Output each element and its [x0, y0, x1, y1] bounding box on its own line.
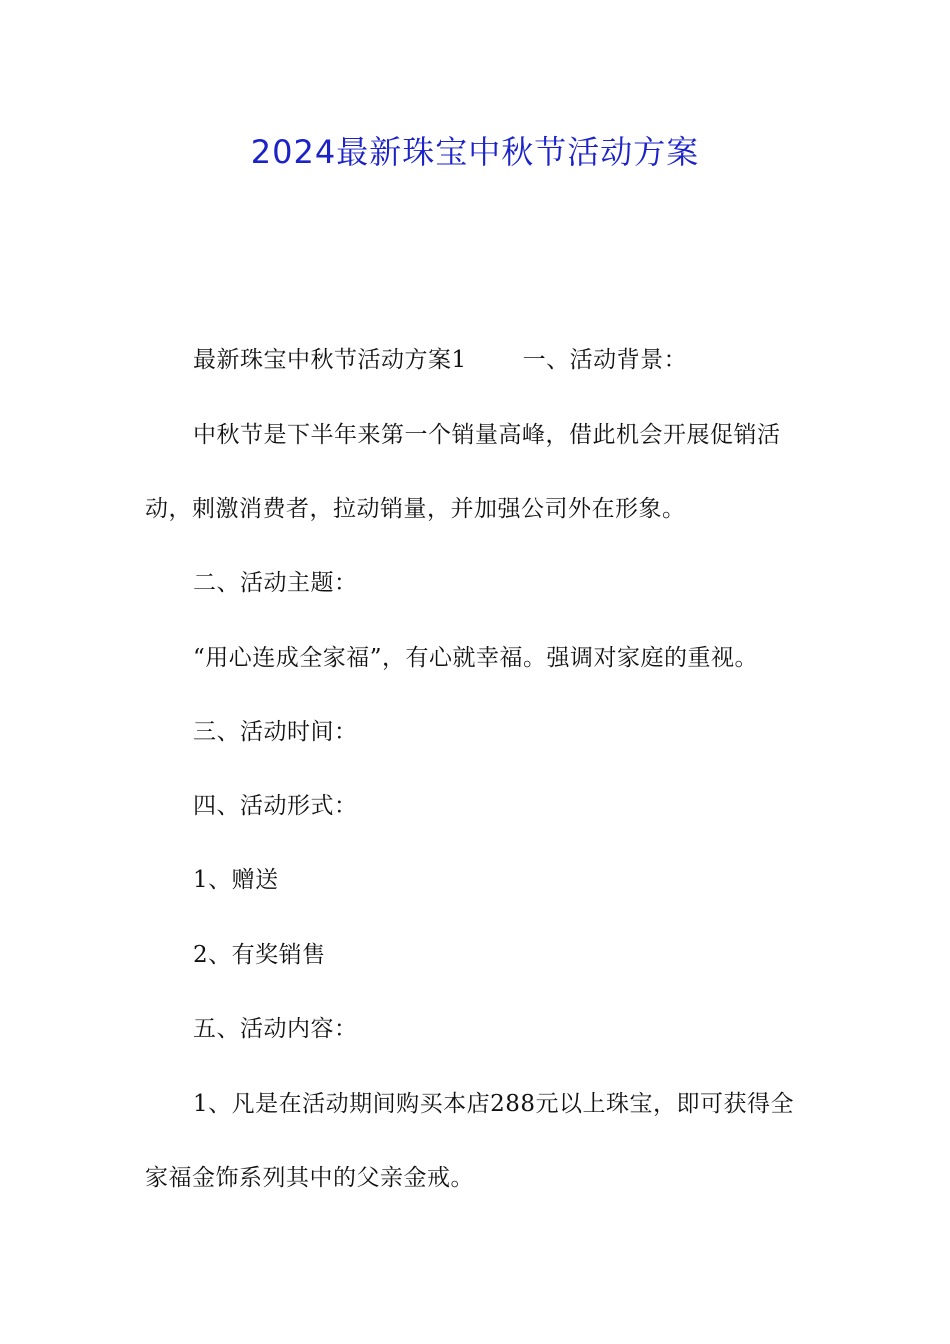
section-4-heading: 四、活动形式：: [193, 793, 358, 819]
section-1-heading: 一、活动背景：: [522, 347, 688, 373]
plan-name: 最新珠宝中秋节活动方案1: [193, 347, 467, 373]
section-2-body: “用心连成全家福”，有心就幸福。强调对家庭的重视。: [193, 645, 759, 671]
section-3-heading: 三、活动时间：: [193, 719, 358, 745]
section-4-item-2: 2、有奖销售: [193, 942, 326, 968]
section-1-body: 中秋节是下半年来第一个销量高峰，借此机会开展促销活动，刺激消费者，拉动销量，并加强公司外在形象。: [145, 422, 781, 522]
section-2-heading: 二、活动主题：: [193, 570, 358, 596]
section-5-heading: 五、活动内容：: [193, 1016, 358, 1042]
intro-line: [145, 323, 813, 397]
section-5-item-1: 1、凡是在活动期间购买本店288元以上珠宝，即可获得全家福金饰系列其中的父亲金戒。: [145, 1091, 795, 1191]
section-4-item-1: 1、赠送: [193, 867, 279, 893]
document-title: 2024最新珠宝中秋节活动方案: [250, 133, 700, 171]
